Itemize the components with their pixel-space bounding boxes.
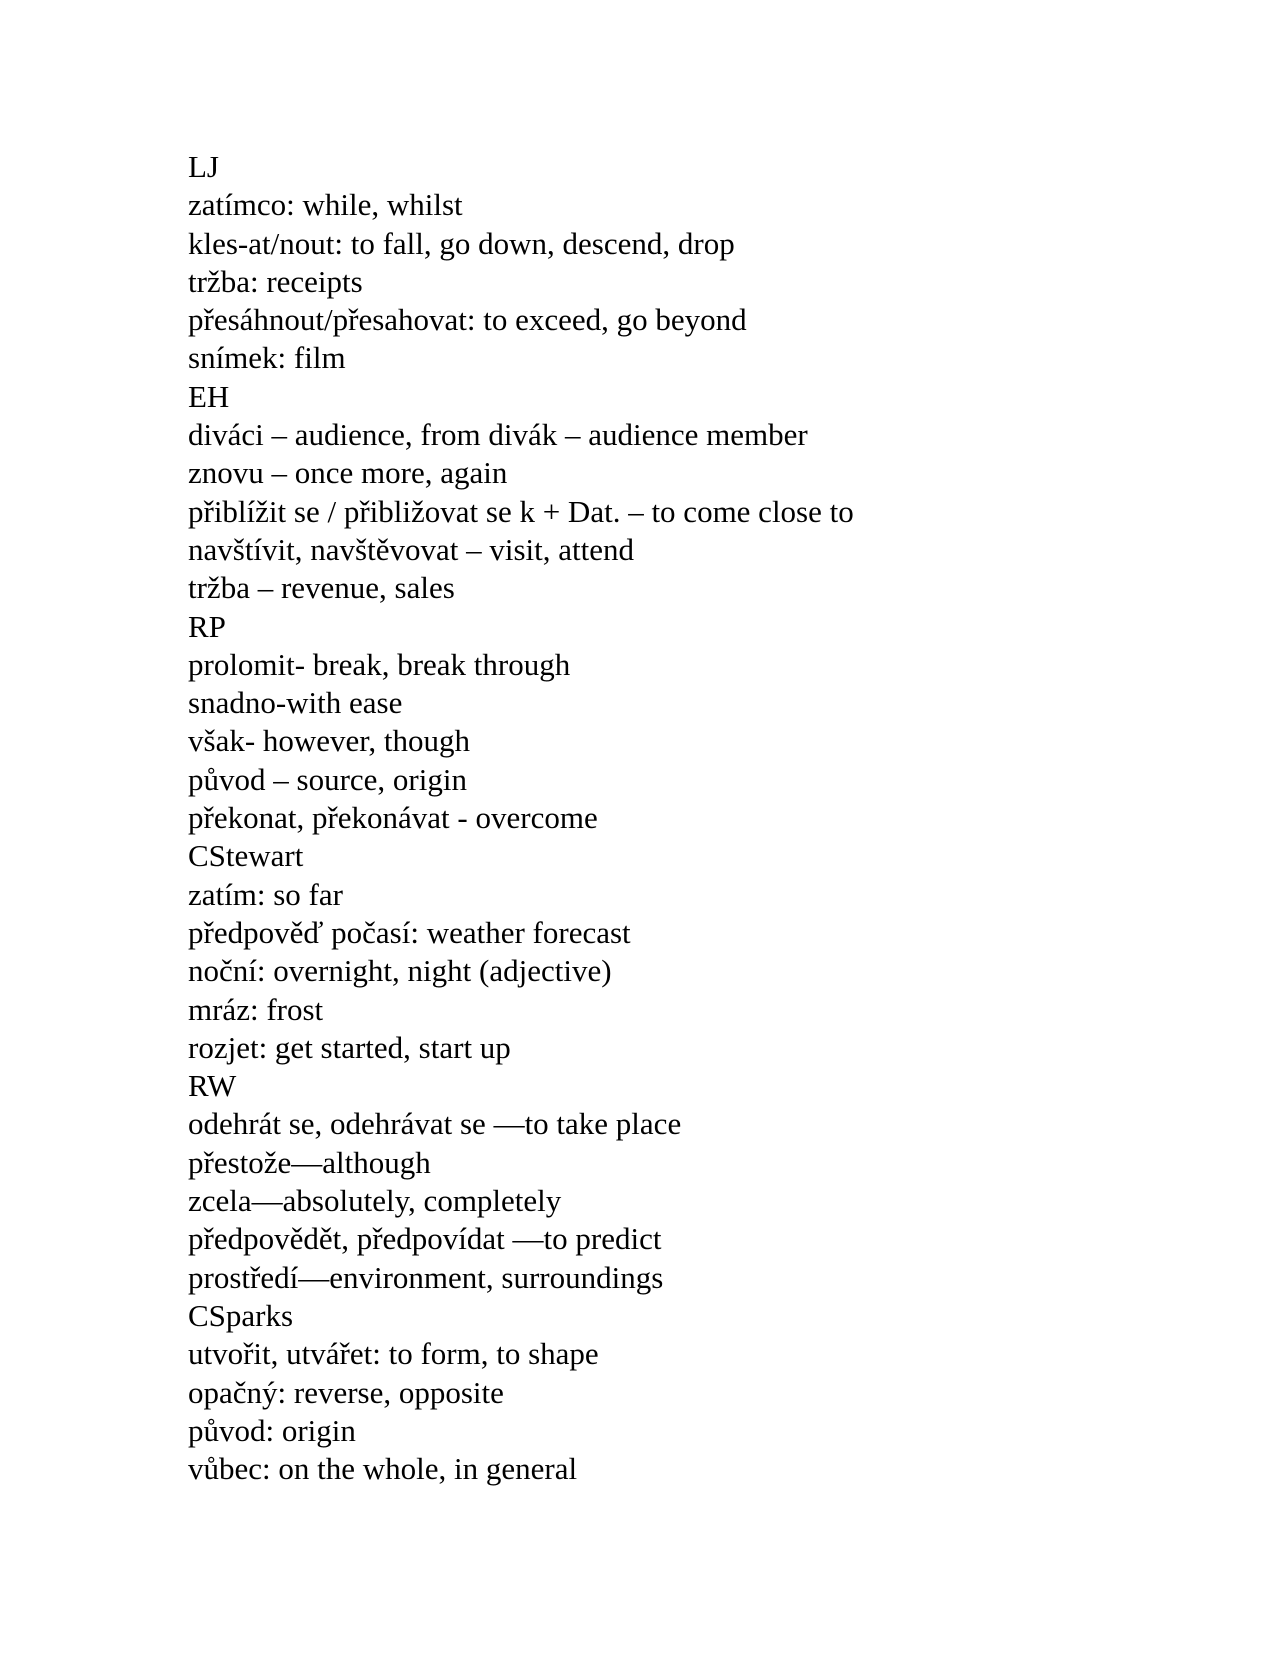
section-heading: RP <box>188 608 226 644</box>
vocab-entry: noční: overnight, night (adjective) <box>188 953 612 989</box>
vocab-entry: mráz: frost <box>188 991 324 1027</box>
vocabulary-list <box>188 148 1188 1488</box>
vocab-entry: vůbec: on the whole, in general <box>188 1451 578 1487</box>
vocab-entry: opačný: reverse, opposite <box>188 1374 504 1410</box>
vocab-entry: předpovědět, předpovídat —to predict <box>188 1221 662 1257</box>
vocab-entry: zatímco: while, whilst <box>188 187 463 223</box>
section-heading: CSparks <box>188 1297 294 1333</box>
vocab-entry: snadno-with ease <box>188 685 403 721</box>
vocab-entry: tržba: receipts <box>188 263 363 299</box>
vocab-entry: rozjet: get started, start up <box>188 1029 511 1065</box>
vocab-entry: však- however, though <box>188 723 470 759</box>
vocab-entry: prolomit- break, break through <box>188 646 571 682</box>
section-heading: RW <box>188 1068 237 1104</box>
vocab-entry: přesáhnout/přesahovat: to exceed, go beyond <box>188 302 747 338</box>
vocab-entry: odehrát se, odehrávat se —to take place <box>188 1106 682 1142</box>
vocab-entry: znovu – once more, again <box>188 455 508 491</box>
vocab-entry: tržba – revenue, sales <box>188 570 455 606</box>
vocab-entry: přestože—although <box>188 1144 431 1180</box>
section-heading: LJ <box>188 149 219 184</box>
vocab-entry: snímek: film <box>188 340 346 376</box>
vocab-entry: původ – source, origin <box>188 761 467 797</box>
vocab-entry: navštívit, navštěvovat – visit, attend <box>188 531 634 567</box>
section-heading: CStewart <box>188 838 304 874</box>
vocab-entry: zatím: so far <box>188 876 343 912</box>
vocab-entry: původ: origin <box>188 1412 356 1448</box>
vocab-entry: překonat, překonávat - overcome <box>188 800 598 836</box>
vocab-entry: utvořit, utvářet: to form, to shape <box>188 1336 599 1372</box>
vocab-entry: kles-at/nout: to fall, go down, descend, drop <box>188 225 735 261</box>
section-heading: EH <box>188 378 230 414</box>
vocab-entry: předpověď počasí: weather forecast <box>188 914 631 950</box>
vocab-entry: prostředí—environment, surroundings <box>188 1259 664 1295</box>
vocab-entry: diváci – audience, from divák – audience member <box>188 417 808 453</box>
vocab-entry: přiblížit se / přibližovat se k + Dat. – to come close to <box>188 493 854 529</box>
vocab-entry: zcela—absolutely, completely <box>188 1183 562 1219</box>
